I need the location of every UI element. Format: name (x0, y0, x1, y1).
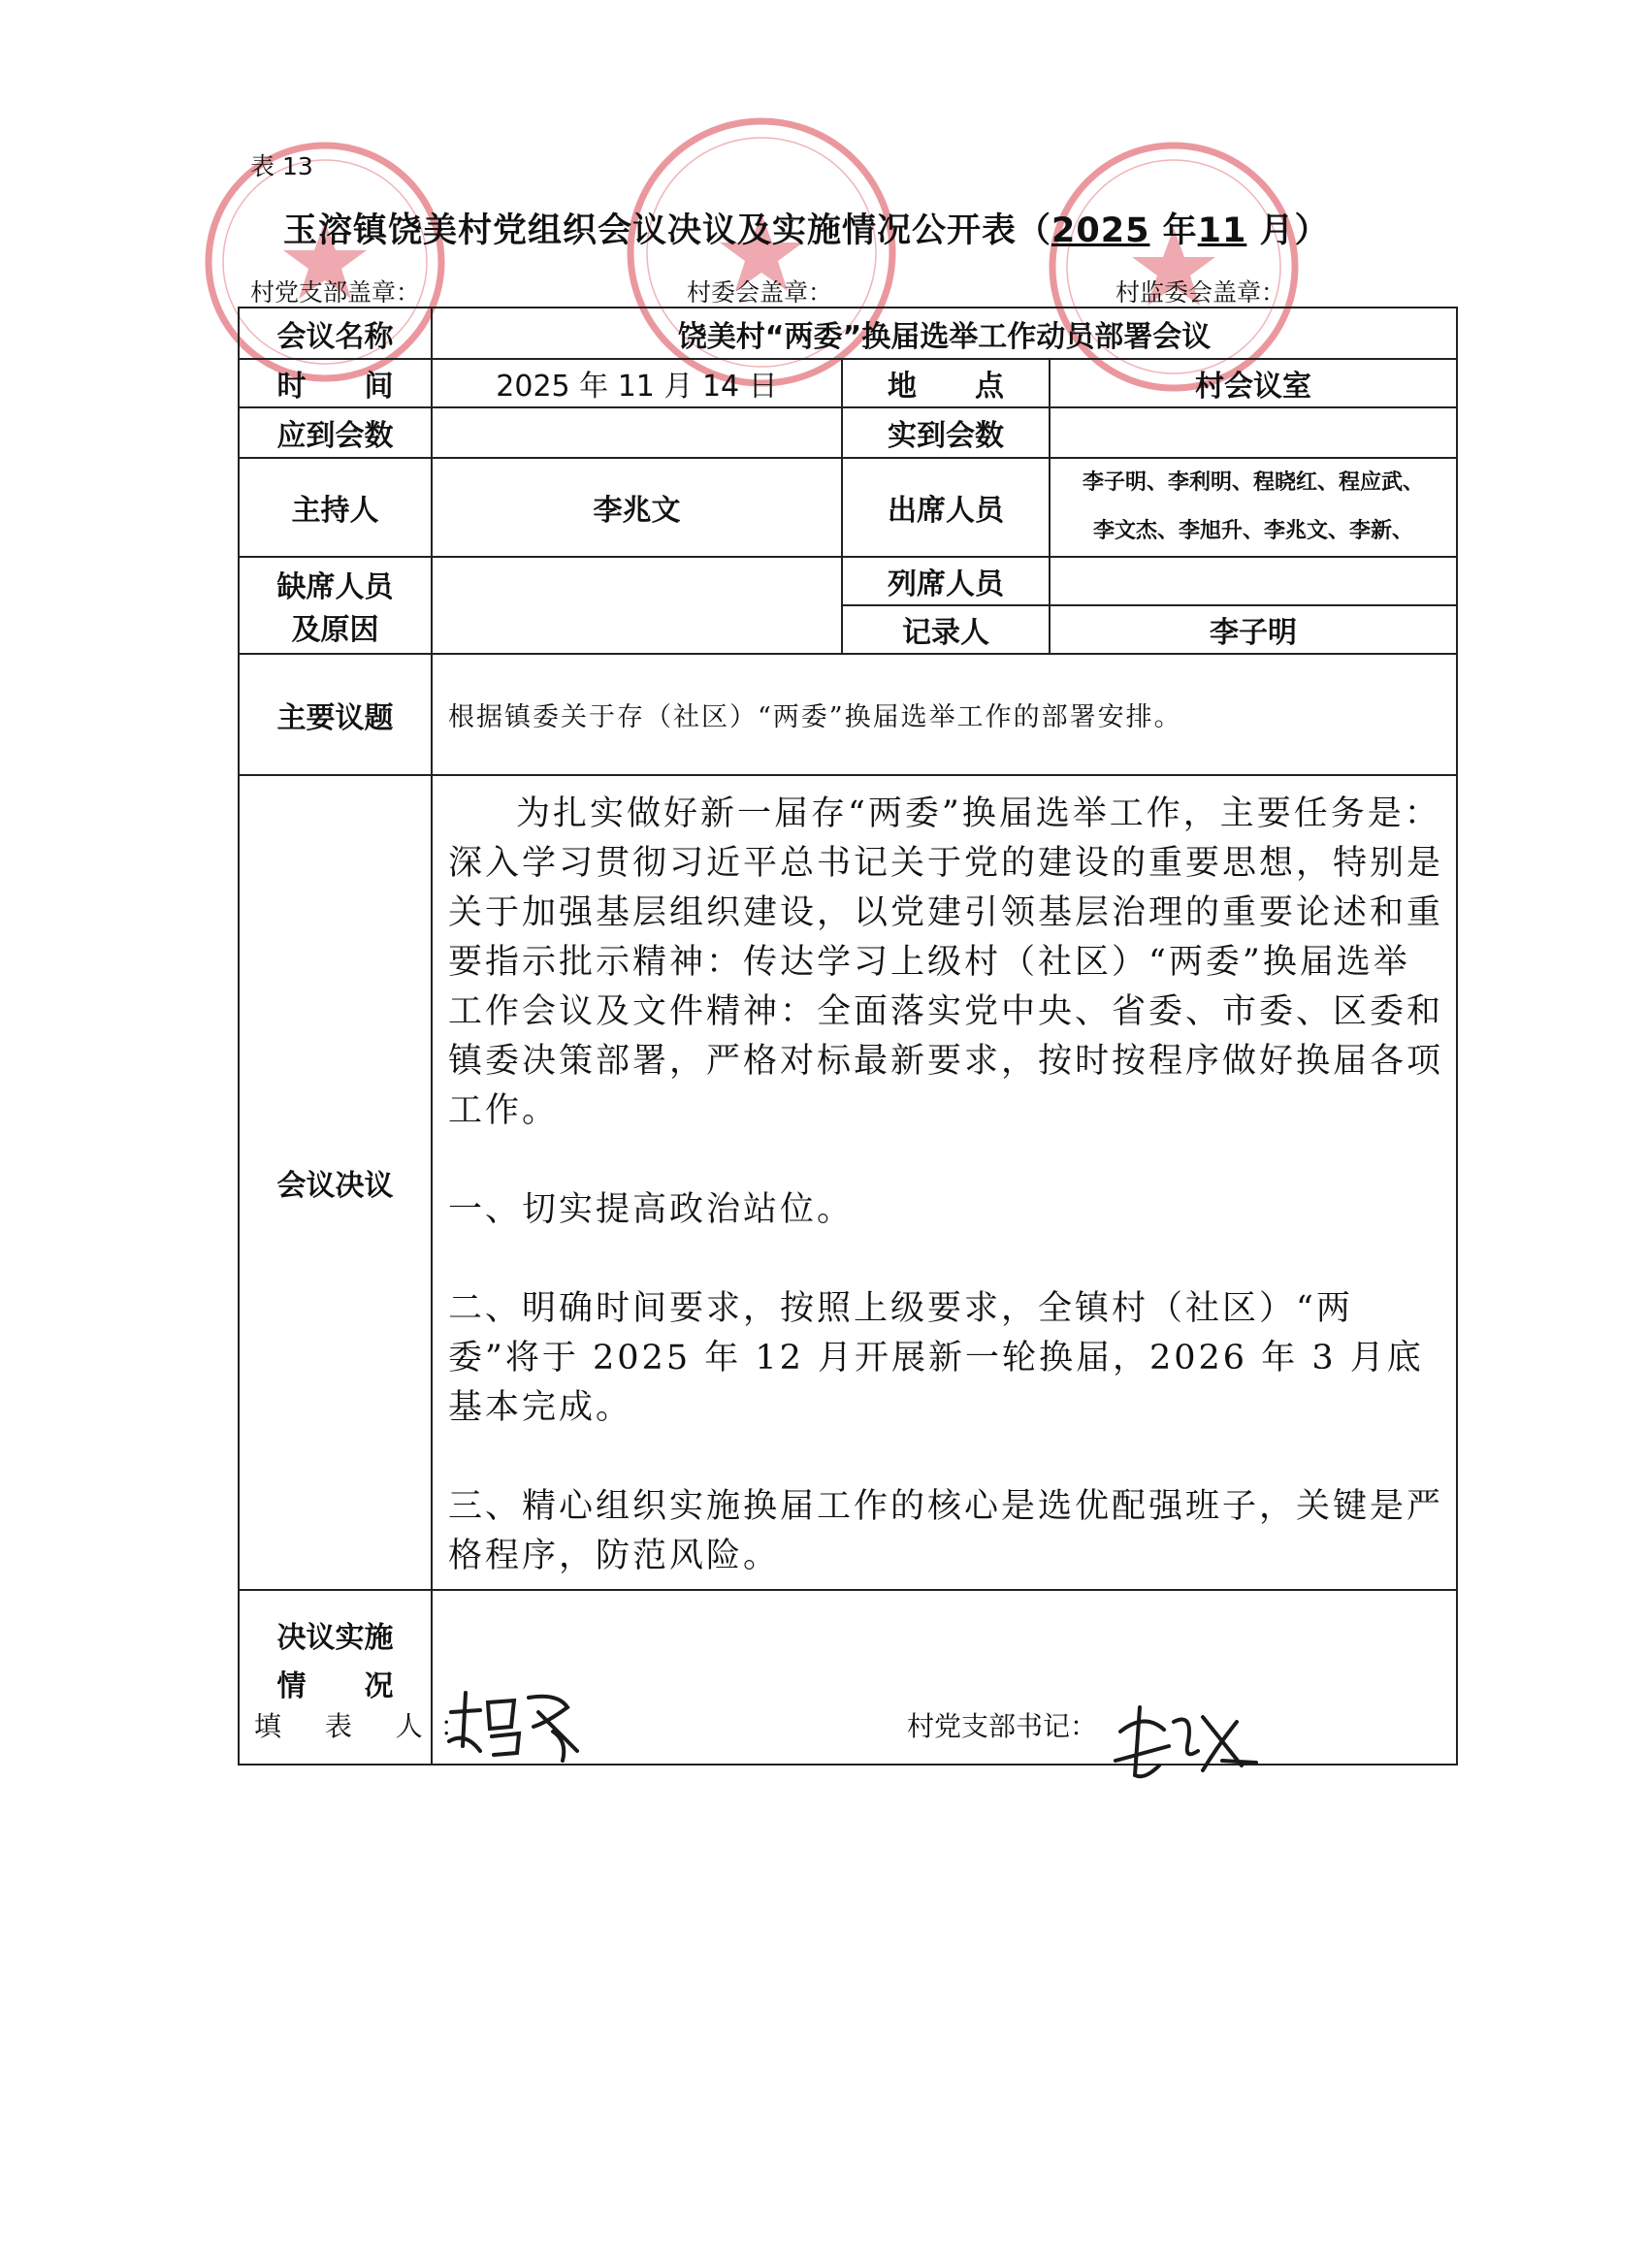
form-number: 表 13 (250, 152, 313, 180)
title-month: 11 (1197, 211, 1247, 250)
time-value: 2025 年 11 月 14 日 (432, 359, 842, 407)
attendees-line-2: 李文杰、李旭升、李兆文、李新、 (1092, 519, 1413, 543)
recorder-label: 记录人 (842, 605, 1050, 654)
supervision-committee-seal-label: 村监委会盖章： (1116, 278, 1286, 307)
secretary-signature (1106, 1693, 1261, 1790)
actual-attendance-label: 实到会数 (842, 407, 1050, 458)
attendees-line-1: 李子明、李利明、程晓红、程应武、 (1082, 470, 1424, 495)
resolution-item-3: 三、精心组织实施换届工作的核心是选优配强班子，关键是严格程序，防范风险。 (448, 1487, 1444, 1575)
title-year: 2025 (1051, 211, 1150, 250)
expected-attendance-label: 应到会数 (239, 407, 432, 458)
filler-label: 填 表 人： (254, 1710, 485, 1742)
host-value: 李兆文 (432, 458, 842, 557)
page-title (283, 204, 1330, 252)
resolution-value (432, 775, 1457, 1590)
meeting-name-label: 会议名称 (239, 308, 432, 359)
implementation-label-line-1: 决议实施 (276, 1621, 394, 1655)
resolution-label: 会议决议 (239, 775, 432, 1590)
attendees-value (1050, 458, 1457, 557)
observers-value (1050, 557, 1457, 605)
time-label: 时 间 (239, 359, 432, 407)
recorder-value: 李子明 (1050, 605, 1457, 654)
filler-signature (441, 1683, 587, 1766)
secretary-label: 村党支部书记： (907, 1710, 1098, 1742)
title-prefix: 玉溶镇饶美村党组织会议决议及实施情况公开表（ (283, 211, 1052, 250)
place-value: 村会议室 (1050, 359, 1457, 407)
attendees-label: 出席人员 (842, 458, 1050, 557)
absent-value (432, 557, 842, 654)
topic-label: 主要议题 (239, 654, 432, 775)
resolution-item-1: 一、切实提高政治站位。 (448, 1190, 855, 1229)
absent-label-line-2: 及原因 (291, 613, 379, 647)
title-year-suffix: 年 (1149, 211, 1198, 250)
topic-value: 根据镇委关于存（社区）“两委”换届选举工作的部署安排。 (432, 654, 1457, 775)
party-branch-seal-label: 村党支部盖章： (250, 278, 421, 307)
place-label: 地 点 (842, 359, 1050, 407)
actual-attendance-value (1050, 407, 1457, 458)
observers-label: 列席人员 (842, 557, 1050, 605)
host-label: 主持人 (239, 458, 432, 557)
expected-attendance-value (432, 407, 842, 458)
title-month-suffix: 月） (1246, 211, 1330, 250)
implementation-label-line-2: 情 况 (276, 1669, 394, 1703)
meeting-table (238, 307, 1458, 1766)
meeting-name-value: 饶美村“两委”换届选举工作动员部署会议 (432, 308, 1457, 359)
absent-label (239, 557, 432, 654)
absent-label-line-1: 缺席人员 (276, 570, 394, 604)
resolution-item-2: 二、明确时间要求，按照上级要求，全镇村（社区）“两委”将于 2025 年 12 月开展新一轮换届，2026 年 3 月底基本完成。 (448, 1289, 1424, 1427)
village-committee-seal-label: 村委会盖章： (687, 278, 833, 307)
resolution-intro: 为扎实做好新一届存“两委”换届选举工作，主要任务是：深入学习贯彻习近平总书记关于党的建设的重要思想，特别是关于加强基层组织建设，以党建引领基层治理的重要论述和重要指示批示精神：传达学习上级村（社区）“两委”换届选举工作会议及文件精神：全面落实党中央、省委、市委、区委和镇委决策部署，严格对标最新要求，按时按程序做好换届各项工作。 (448, 794, 1444, 1130)
